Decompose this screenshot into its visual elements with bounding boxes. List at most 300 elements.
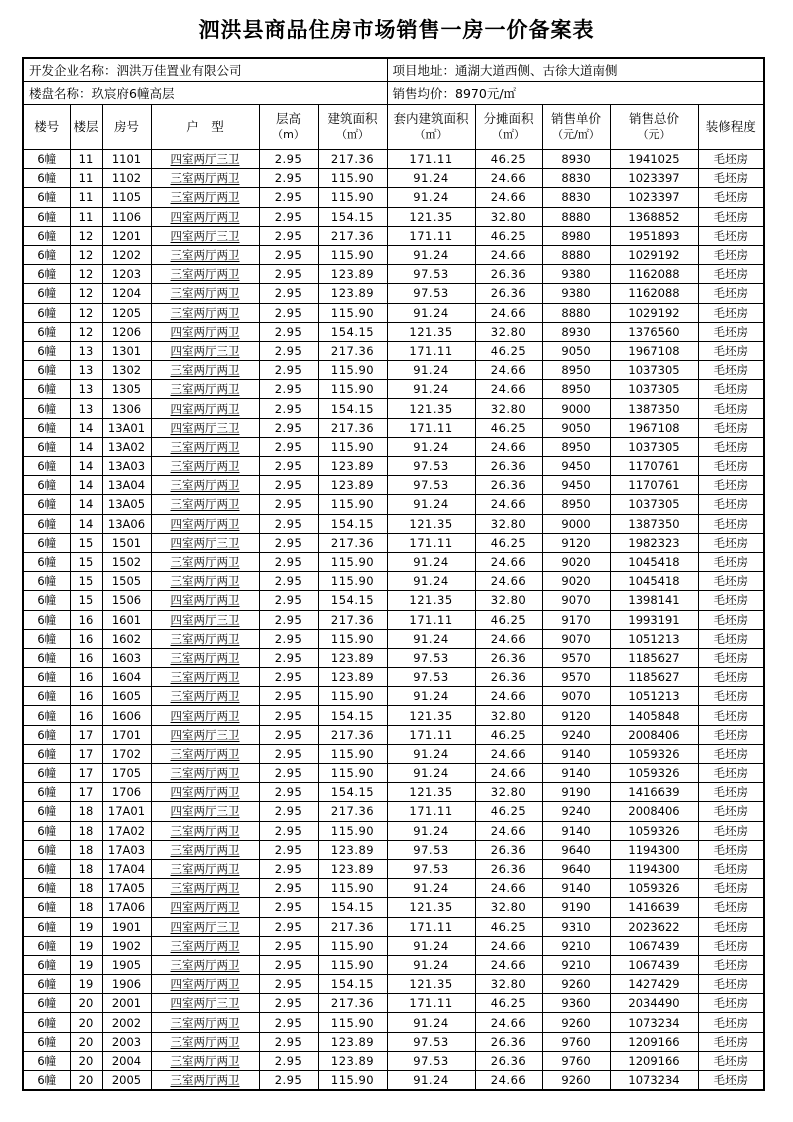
cell-floor-height: 2.95 bbox=[259, 457, 318, 476]
cell-room-no: 1702 bbox=[102, 744, 151, 763]
cell-room-no: 1505 bbox=[102, 572, 151, 591]
table-row bbox=[23, 687, 764, 706]
cell-floor-height: 2.95 bbox=[259, 380, 318, 399]
header-label: 户 型 bbox=[186, 119, 224, 134]
header-label: 分摊面积 bbox=[483, 111, 534, 126]
cell-room-no: 1604 bbox=[102, 668, 151, 687]
cell-floor: 11 bbox=[70, 150, 102, 169]
cell-unit-price: 9050 bbox=[542, 341, 610, 360]
cell-room-no: 17A02 bbox=[102, 821, 151, 840]
cell-floor: 16 bbox=[70, 687, 102, 706]
cell-building: 6幢 bbox=[23, 629, 70, 648]
cell-shared-area: 24.66 bbox=[475, 169, 542, 188]
table-row bbox=[23, 476, 764, 495]
layout-text: 三室两厅两卫 bbox=[170, 248, 240, 263]
layout-text: 三室两厅两卫 bbox=[170, 1073, 240, 1088]
cell-room-no: 13A02 bbox=[102, 437, 151, 456]
cell-gross-area: 115.90 bbox=[318, 1071, 387, 1091]
cell-floor: 12 bbox=[70, 303, 102, 322]
cell-gross-area: 115.90 bbox=[318, 188, 387, 207]
cell-building: 6幢 bbox=[23, 341, 70, 360]
cell-floor: 12 bbox=[70, 265, 102, 284]
cell-gross-area: 115.90 bbox=[318, 821, 387, 840]
cell-unit-price: 9140 bbox=[542, 821, 610, 840]
cell-room-no: 2004 bbox=[102, 1051, 151, 1070]
cell-total-price: 1162088 bbox=[610, 265, 698, 284]
cell-finish-level: 毛坯房 bbox=[698, 552, 764, 571]
cell-layout bbox=[151, 802, 259, 821]
cell-finish-level: 毛坯房 bbox=[698, 322, 764, 341]
cell-room-no: 17A03 bbox=[102, 840, 151, 859]
cell-floor-height: 2.95 bbox=[259, 687, 318, 706]
cell-total-price: 1185627 bbox=[610, 648, 698, 667]
cell-building: 6幢 bbox=[23, 783, 70, 802]
table-row bbox=[23, 322, 764, 341]
header-shared-area bbox=[475, 105, 542, 150]
cell-layout bbox=[151, 783, 259, 802]
cell-floor-height: 2.95 bbox=[259, 668, 318, 687]
cell-shared-area: 26.36 bbox=[475, 840, 542, 859]
cell-building: 6幢 bbox=[23, 706, 70, 725]
cell-finish-level: 毛坯房 bbox=[698, 668, 764, 687]
header-label: 楼层 bbox=[73, 119, 99, 134]
cell-gross-area: 123.89 bbox=[318, 1051, 387, 1070]
layout-text: 四室两厅三卫 bbox=[170, 228, 240, 243]
cell-shared-area: 26.36 bbox=[475, 265, 542, 284]
cell-layout bbox=[151, 437, 259, 456]
cell-floor-height: 2.95 bbox=[259, 879, 318, 898]
cell-net-area: 121.35 bbox=[387, 399, 475, 418]
header-label: 装修程度 bbox=[705, 119, 756, 134]
cell-gross-area: 154.15 bbox=[318, 322, 387, 341]
cell-unit-price: 9140 bbox=[542, 879, 610, 898]
cell-floor-height: 2.95 bbox=[259, 476, 318, 495]
cell-net-area: 171.11 bbox=[387, 150, 475, 169]
layout-text: 三室两厅两卫 bbox=[170, 555, 240, 570]
cell-net-area: 97.53 bbox=[387, 476, 475, 495]
header-label: 销售单价 bbox=[551, 111, 602, 126]
header-label: 房号 bbox=[113, 119, 139, 134]
cell-total-price: 1185627 bbox=[610, 668, 698, 687]
cell-layout bbox=[151, 994, 259, 1013]
cell-gross-area: 115.90 bbox=[318, 955, 387, 974]
cell-unit-price: 8980 bbox=[542, 226, 610, 245]
cell-unit-price: 9050 bbox=[542, 418, 610, 437]
table-row bbox=[23, 533, 764, 552]
cell-total-price: 1037305 bbox=[610, 495, 698, 514]
cell-total-price: 1073234 bbox=[610, 1071, 698, 1091]
table-row bbox=[23, 591, 764, 610]
cell-total-price: 2008406 bbox=[610, 725, 698, 744]
cell-room-no: 1202 bbox=[102, 245, 151, 264]
cell-gross-area: 115.90 bbox=[318, 936, 387, 955]
cell-unit-price: 9020 bbox=[542, 552, 610, 571]
cell-layout bbox=[151, 936, 259, 955]
cell-gross-area: 123.89 bbox=[318, 668, 387, 687]
layout-text: 四室两厅两卫 bbox=[170, 324, 240, 339]
cell-layout bbox=[151, 1013, 259, 1032]
info-row-2 bbox=[23, 82, 764, 105]
cell-unit-price: 9640 bbox=[542, 859, 610, 878]
project-address: 项目地址：通湖大道西侧、古徐大道南侧 bbox=[387, 58, 764, 82]
cell-layout bbox=[151, 898, 259, 917]
cell-finish-level: 毛坯房 bbox=[698, 1013, 764, 1032]
cell-shared-area: 24.66 bbox=[475, 744, 542, 763]
table-row bbox=[23, 610, 764, 629]
layout-text: 三室两厅两卫 bbox=[170, 881, 240, 896]
cell-building: 6幢 bbox=[23, 188, 70, 207]
cell-floor-height: 2.95 bbox=[259, 303, 318, 322]
cell-floor-height: 2.95 bbox=[259, 1013, 318, 1032]
cell-total-price: 1209166 bbox=[610, 1051, 698, 1070]
cell-shared-area: 46.25 bbox=[475, 150, 542, 169]
cell-net-area: 121.35 bbox=[387, 322, 475, 341]
cell-net-area: 97.53 bbox=[387, 668, 475, 687]
info-row-1 bbox=[23, 58, 764, 82]
cell-finish-level: 毛坯房 bbox=[698, 245, 764, 264]
cell-building: 6幢 bbox=[23, 226, 70, 245]
layout-text: 三室两厅两卫 bbox=[170, 842, 240, 857]
cell-floor-height: 2.95 bbox=[259, 1032, 318, 1051]
cell-unit-price: 9260 bbox=[542, 1071, 610, 1091]
cell-floor: 19 bbox=[70, 955, 102, 974]
cell-layout bbox=[151, 955, 259, 974]
cell-layout bbox=[151, 821, 259, 840]
cell-shared-area: 24.66 bbox=[475, 629, 542, 648]
cell-floor: 13 bbox=[70, 341, 102, 360]
cell-unit-price: 9020 bbox=[542, 572, 610, 591]
cell-gross-area: 115.90 bbox=[318, 380, 387, 399]
cell-gross-area: 217.36 bbox=[318, 725, 387, 744]
cell-floor: 11 bbox=[70, 169, 102, 188]
cell-finish-level: 毛坯房 bbox=[698, 150, 764, 169]
cell-total-price: 1045418 bbox=[610, 572, 698, 591]
cell-total-price: 1170761 bbox=[610, 457, 698, 476]
cell-room-no: 1605 bbox=[102, 687, 151, 706]
table-row bbox=[23, 725, 764, 744]
developer-name: 开发企业名称：泗洪万佳置业有限公司 bbox=[23, 58, 387, 82]
cell-shared-area: 26.36 bbox=[475, 457, 542, 476]
cell-building: 6幢 bbox=[23, 764, 70, 783]
cell-net-area: 91.24 bbox=[387, 572, 475, 591]
cell-floor: 16 bbox=[70, 706, 102, 725]
cell-floor-height: 2.95 bbox=[259, 898, 318, 917]
cell-net-area: 91.24 bbox=[387, 1071, 475, 1091]
cell-shared-area: 24.66 bbox=[475, 303, 542, 322]
cell-unit-price: 9260 bbox=[542, 1013, 610, 1032]
cell-unit-price: 9190 bbox=[542, 783, 610, 802]
cell-building: 6幢 bbox=[23, 265, 70, 284]
cell-gross-area: 217.36 bbox=[318, 533, 387, 552]
cell-floor-height: 2.95 bbox=[259, 802, 318, 821]
table-row bbox=[23, 572, 764, 591]
cell-room-no: 17A05 bbox=[102, 879, 151, 898]
cell-finish-level: 毛坯房 bbox=[698, 169, 764, 188]
table-row bbox=[23, 341, 764, 360]
cell-total-price: 1209166 bbox=[610, 1032, 698, 1051]
cell-shared-area: 24.66 bbox=[475, 1071, 542, 1091]
cell-building: 6幢 bbox=[23, 1013, 70, 1032]
cell-layout bbox=[151, 514, 259, 533]
cell-net-area: 91.24 bbox=[387, 245, 475, 264]
layout-text: 三室两厅两卫 bbox=[170, 631, 240, 646]
cell-unit-price: 9070 bbox=[542, 591, 610, 610]
header-floor-height bbox=[259, 105, 318, 150]
cell-net-area: 91.24 bbox=[387, 955, 475, 974]
cell-finish-level: 毛坯房 bbox=[698, 898, 764, 917]
cell-floor-height: 2.95 bbox=[259, 495, 318, 514]
cell-building: 6幢 bbox=[23, 744, 70, 763]
cell-floor: 16 bbox=[70, 648, 102, 667]
cell-finish-level: 毛坯房 bbox=[698, 399, 764, 418]
cell-floor: 17 bbox=[70, 783, 102, 802]
cell-total-price: 1059326 bbox=[610, 744, 698, 763]
cell-total-price: 1993191 bbox=[610, 610, 698, 629]
cell-building: 6幢 bbox=[23, 495, 70, 514]
cell-shared-area: 24.66 bbox=[475, 437, 542, 456]
cell-finish-level: 毛坯房 bbox=[698, 802, 764, 821]
header-total-price bbox=[610, 105, 698, 150]
cell-gross-area: 115.90 bbox=[318, 572, 387, 591]
cell-floor-height: 2.95 bbox=[259, 341, 318, 360]
cell-room-no: 1203 bbox=[102, 265, 151, 284]
cell-total-price: 1967108 bbox=[610, 418, 698, 437]
header-gross-area bbox=[318, 105, 387, 150]
cell-shared-area: 32.80 bbox=[475, 207, 542, 226]
cell-unit-price: 9260 bbox=[542, 975, 610, 994]
cell-gross-area: 123.89 bbox=[318, 1032, 387, 1051]
cell-unit-price: 9000 bbox=[542, 514, 610, 533]
cell-floor-height: 2.95 bbox=[259, 1051, 318, 1070]
cell-floor: 19 bbox=[70, 917, 102, 936]
table-row bbox=[23, 1032, 764, 1051]
header-label: 销售总价 bbox=[629, 111, 680, 126]
cell-shared-area: 24.66 bbox=[475, 955, 542, 974]
cell-building: 6幢 bbox=[23, 668, 70, 687]
cell-gross-area: 115.90 bbox=[318, 245, 387, 264]
cell-finish-level: 毛坯房 bbox=[698, 476, 764, 495]
cell-total-price: 1037305 bbox=[610, 437, 698, 456]
cell-layout bbox=[151, 706, 259, 725]
cell-gross-area: 115.90 bbox=[318, 1013, 387, 1032]
cell-building: 6幢 bbox=[23, 955, 70, 974]
cell-unit-price: 9070 bbox=[542, 629, 610, 648]
cell-floor: 20 bbox=[70, 1032, 102, 1051]
cell-unit-price: 9380 bbox=[542, 284, 610, 303]
cell-net-area: 97.53 bbox=[387, 1051, 475, 1070]
cell-shared-area: 26.36 bbox=[475, 1051, 542, 1070]
cell-layout bbox=[151, 1071, 259, 1091]
cell-net-area: 91.24 bbox=[387, 879, 475, 898]
header-label: 套内建筑面积 bbox=[393, 111, 469, 126]
layout-text: 三室两厅两卫 bbox=[170, 286, 240, 301]
cell-room-no: 2001 bbox=[102, 994, 151, 1013]
cell-finish-level: 毛坯房 bbox=[698, 284, 764, 303]
cell-layout bbox=[151, 552, 259, 571]
cell-gross-area: 115.90 bbox=[318, 764, 387, 783]
cell-floor: 15 bbox=[70, 572, 102, 591]
cell-building: 6幢 bbox=[23, 821, 70, 840]
cell-floor: 20 bbox=[70, 1051, 102, 1070]
table-row bbox=[23, 706, 764, 725]
cell-layout bbox=[151, 361, 259, 380]
cell-finish-level: 毛坯房 bbox=[698, 1032, 764, 1051]
cell-finish-level: 毛坯房 bbox=[698, 821, 764, 840]
cell-unit-price: 9140 bbox=[542, 764, 610, 783]
cell-floor-height: 2.95 bbox=[259, 917, 318, 936]
cell-unit-price: 8880 bbox=[542, 207, 610, 226]
table-row bbox=[23, 783, 764, 802]
cell-floor-height: 2.95 bbox=[259, 572, 318, 591]
cell-finish-level: 毛坯房 bbox=[698, 437, 764, 456]
cell-layout bbox=[151, 668, 259, 687]
cell-layout bbox=[151, 648, 259, 667]
cell-floor: 20 bbox=[70, 1071, 102, 1091]
layout-text: 四室两厅三卫 bbox=[170, 535, 240, 550]
cell-net-area: 121.35 bbox=[387, 975, 475, 994]
header-building bbox=[23, 105, 70, 150]
cell-gross-area: 115.90 bbox=[318, 879, 387, 898]
cell-layout bbox=[151, 169, 259, 188]
cell-shared-area: 26.36 bbox=[475, 284, 542, 303]
cell-total-price: 1405848 bbox=[610, 706, 698, 725]
cell-building: 6幢 bbox=[23, 572, 70, 591]
cell-shared-area: 32.80 bbox=[475, 783, 542, 802]
cell-shared-area: 46.25 bbox=[475, 341, 542, 360]
cell-room-no: 1301 bbox=[102, 341, 151, 360]
cell-gross-area: 115.90 bbox=[318, 495, 387, 514]
cell-total-price: 2023622 bbox=[610, 917, 698, 936]
cell-finish-level: 毛坯房 bbox=[698, 303, 764, 322]
layout-text: 三室两厅两卫 bbox=[170, 823, 240, 838]
table-row bbox=[23, 744, 764, 763]
cell-unit-price: 8830 bbox=[542, 188, 610, 207]
cell-total-price: 1376560 bbox=[610, 322, 698, 341]
cell-total-price: 1398141 bbox=[610, 591, 698, 610]
layout-text: 四室两厅三卫 bbox=[170, 727, 240, 742]
cell-room-no: 1306 bbox=[102, 399, 151, 418]
cell-unit-price: 9240 bbox=[542, 725, 610, 744]
cell-finish-level: 毛坯房 bbox=[698, 840, 764, 859]
table-row bbox=[23, 859, 764, 878]
cell-unit-price: 8950 bbox=[542, 361, 610, 380]
cell-shared-area: 32.80 bbox=[475, 975, 542, 994]
cell-total-price: 1387350 bbox=[610, 399, 698, 418]
cell-layout bbox=[151, 764, 259, 783]
cell-gross-area: 217.36 bbox=[318, 418, 387, 437]
cell-room-no: 17A04 bbox=[102, 859, 151, 878]
table-row bbox=[23, 380, 764, 399]
cell-layout bbox=[151, 591, 259, 610]
cell-room-no: 17A01 bbox=[102, 802, 151, 821]
cell-gross-area: 217.36 bbox=[318, 994, 387, 1013]
cell-gross-area: 115.90 bbox=[318, 629, 387, 648]
table-row bbox=[23, 303, 764, 322]
cell-gross-area: 154.15 bbox=[318, 898, 387, 917]
cell-total-price: 1037305 bbox=[610, 380, 698, 399]
cell-room-no: 1902 bbox=[102, 936, 151, 955]
cell-net-area: 121.35 bbox=[387, 207, 475, 226]
cell-finish-level: 毛坯房 bbox=[698, 879, 764, 898]
table-row bbox=[23, 245, 764, 264]
cell-net-area: 91.24 bbox=[387, 188, 475, 207]
cell-building: 6幢 bbox=[23, 476, 70, 495]
cell-shared-area: 26.36 bbox=[475, 668, 542, 687]
cell-room-no: 1105 bbox=[102, 188, 151, 207]
cell-floor-height: 2.95 bbox=[259, 975, 318, 994]
cell-room-no: 1305 bbox=[102, 380, 151, 399]
table-row bbox=[23, 821, 764, 840]
cell-floor-height: 2.95 bbox=[259, 955, 318, 974]
cell-net-area: 91.24 bbox=[387, 437, 475, 456]
cell-net-area: 91.24 bbox=[387, 303, 475, 322]
cell-building: 6幢 bbox=[23, 322, 70, 341]
cell-gross-area: 154.15 bbox=[318, 706, 387, 725]
header-room-no bbox=[102, 105, 151, 150]
cell-gross-area: 123.89 bbox=[318, 648, 387, 667]
header-floor bbox=[70, 105, 102, 150]
cell-finish-level: 毛坯房 bbox=[698, 1071, 764, 1091]
table-row bbox=[23, 764, 764, 783]
cell-floor-height: 2.95 bbox=[259, 322, 318, 341]
cell-layout bbox=[151, 380, 259, 399]
cell-floor: 18 bbox=[70, 898, 102, 917]
cell-building: 6幢 bbox=[23, 591, 70, 610]
cell-shared-area: 32.80 bbox=[475, 591, 542, 610]
cell-total-price: 1029192 bbox=[610, 303, 698, 322]
cell-floor-height: 2.95 bbox=[259, 764, 318, 783]
header-finish-level bbox=[698, 105, 764, 150]
cell-layout bbox=[151, 840, 259, 859]
cell-layout bbox=[151, 725, 259, 744]
layout-text: 四室两厅两卫 bbox=[170, 977, 240, 992]
cell-total-price: 1073234 bbox=[610, 1013, 698, 1032]
cell-floor: 18 bbox=[70, 821, 102, 840]
table-row bbox=[23, 495, 764, 514]
layout-text: 三室两厅两卫 bbox=[170, 497, 240, 512]
cell-net-area: 91.24 bbox=[387, 936, 475, 955]
cell-floor-height: 2.95 bbox=[259, 591, 318, 610]
layout-text: 三室两厅两卫 bbox=[170, 746, 240, 761]
document-title: 泗洪县商品住房市场销售一房一价备案表 bbox=[198, 17, 595, 42]
cell-net-area: 91.24 bbox=[387, 1013, 475, 1032]
cell-building: 6幢 bbox=[23, 859, 70, 878]
table-row bbox=[23, 1051, 764, 1070]
cell-net-area: 121.35 bbox=[387, 591, 475, 610]
cell-unit-price: 9760 bbox=[542, 1051, 610, 1070]
cell-net-area: 121.35 bbox=[387, 783, 475, 802]
cell-gross-area: 115.90 bbox=[318, 169, 387, 188]
cell-net-area: 91.24 bbox=[387, 687, 475, 706]
layout-text: 四室两厅三卫 bbox=[170, 343, 240, 358]
cell-layout bbox=[151, 495, 259, 514]
price-filing-table bbox=[22, 57, 765, 1091]
cell-floor: 19 bbox=[70, 936, 102, 955]
cell-layout bbox=[151, 879, 259, 898]
cell-total-price: 1416639 bbox=[610, 898, 698, 917]
cell-building: 6幢 bbox=[23, 169, 70, 188]
cell-finish-level: 毛坯房 bbox=[698, 341, 764, 360]
cell-shared-area: 46.25 bbox=[475, 418, 542, 437]
cell-floor: 17 bbox=[70, 764, 102, 783]
cell-finish-level: 毛坯房 bbox=[698, 533, 764, 552]
cell-shared-area: 32.80 bbox=[475, 706, 542, 725]
cell-floor-height: 2.95 bbox=[259, 783, 318, 802]
cell-finish-level: 毛坯房 bbox=[698, 687, 764, 706]
cell-shared-area: 24.66 bbox=[475, 764, 542, 783]
table-row bbox=[23, 898, 764, 917]
cell-unit-price: 8930 bbox=[542, 322, 610, 341]
